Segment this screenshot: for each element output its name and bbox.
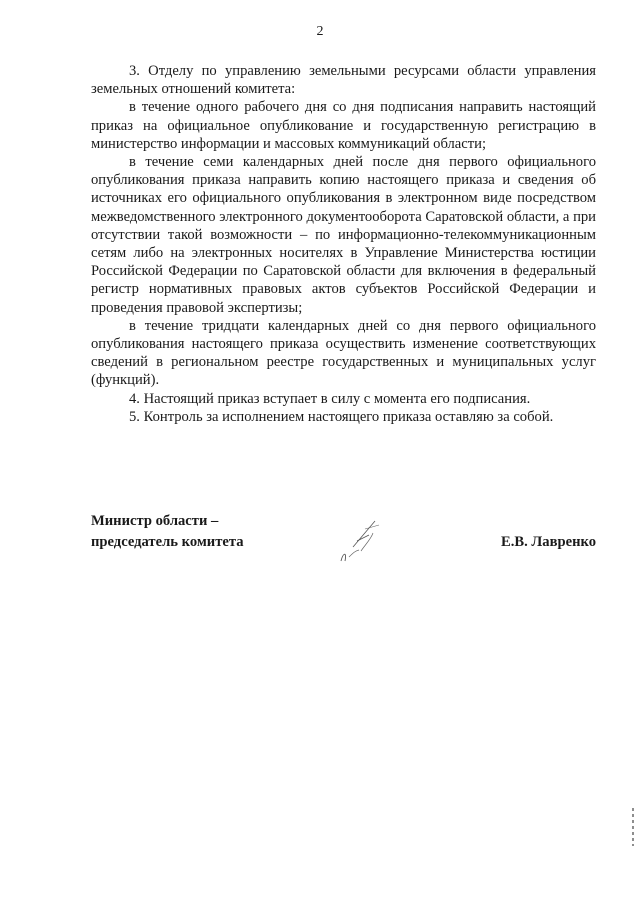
document-body [91, 62, 596, 426]
page-number: 2 [316, 24, 324, 39]
signer-title [91, 511, 244, 553]
paragraph-registry-submission: в течение семи календарных дней после дня первого официального опубликования приказа направить копию настоящего приказа и сведения об источниках его официального опубликования в электронном виде посредством межведомственного электронного документооборота Саратовской области, а при отсутствии такой возможности – по информационно-телекоммуникационным сетям либо на электронных носителях в Управление Министерства юстиции Российской Федерации по Саратовской области для включения в федеральный регистр нормативных правовых актов субъектов Российской Федерации и проведения правовой экспертизы; [91, 154, 596, 316]
scan-edge-mark-icon [630, 808, 636, 846]
signer-title-line1: Министр области – [91, 513, 219, 529]
handwritten-signature-icon [335, 517, 385, 565]
paragraph-publication-deadline: в течение одного рабочего дня со дня подписания направить настоящий приказ на официальное опубликование и государственную регистрацию в министерство информации и массовых коммуникаций области; [91, 99, 596, 152]
paragraph-item-4: 4. Настоящий приказ вступает в силу с момента его подписания. [129, 390, 531, 407]
paragraph-services-registry-update: в течение тридцати календарных дней со дня первого официального опубликования настоящего приказа осуществить изменение соответствующих сведений в региональном реестре государственных и муниципальных услуг (функций). [91, 317, 596, 389]
signer-title-line2: председатель комитета [91, 534, 244, 550]
paragraph-item-3: 3. Отделу по управлению земельными ресурсами области управления земельных отношений комитета: [91, 63, 596, 98]
paragraph-item-5: 5. Контроль за исполнением настоящего приказа оставляю за собой. [129, 408, 554, 425]
signer-name: Е.В. Лавренко [501, 534, 596, 550]
